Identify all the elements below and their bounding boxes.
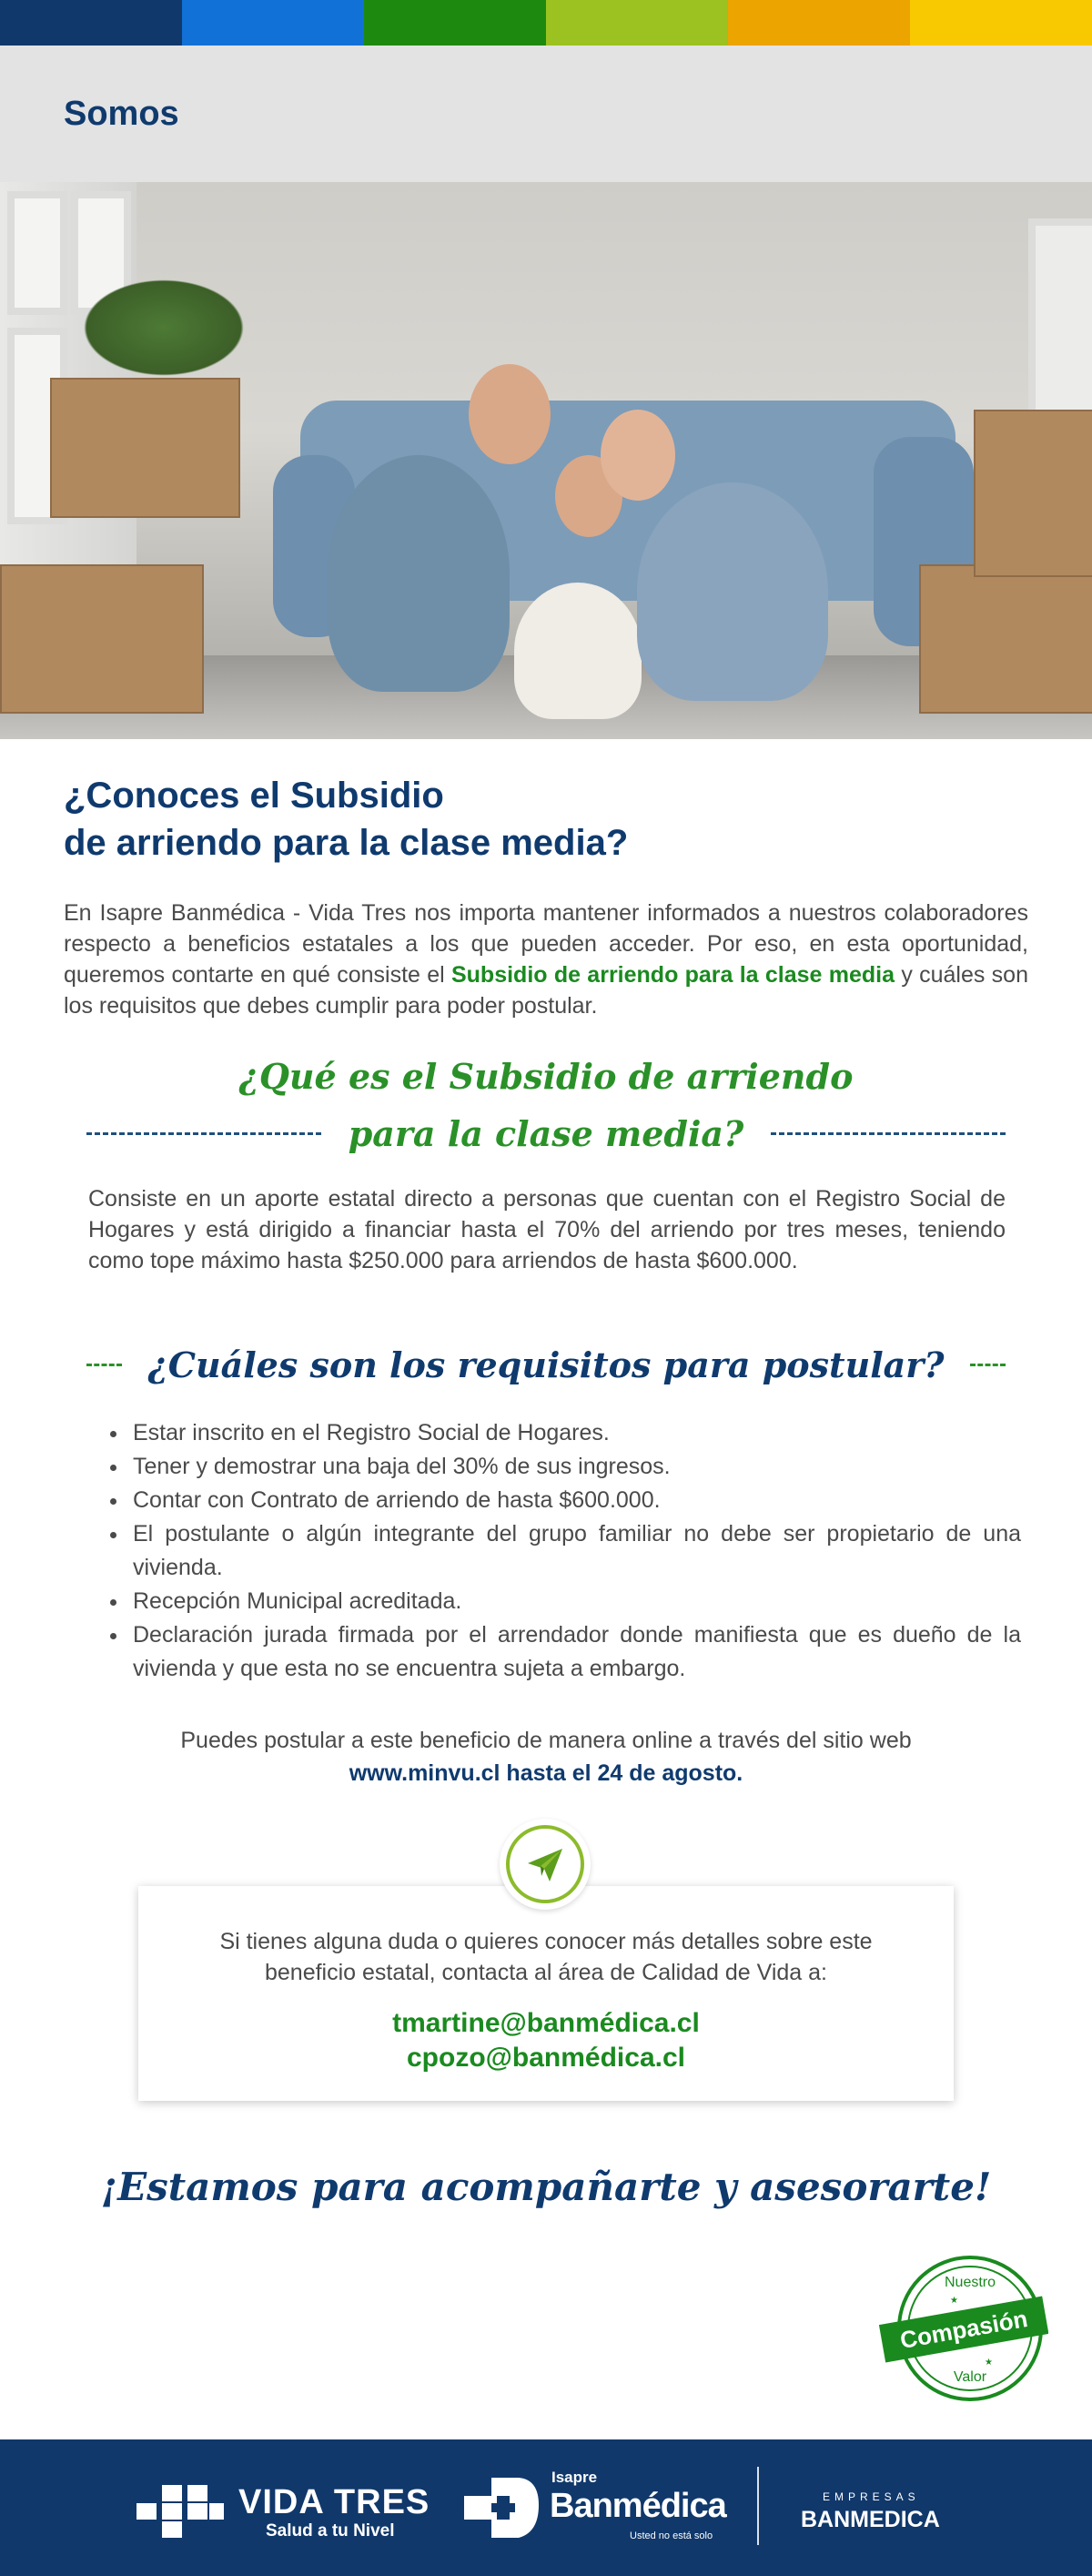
svg-text:★: ★	[950, 2296, 958, 2306]
title-line-1: ¿Conoces el Subsidio	[64, 776, 444, 816]
title-line-2: de arriendo para la clase media?	[64, 823, 629, 863]
section1-body: Consiste en un aporte estatal directo a personas que cuentan con el Registro Social de Hogares y está dirigido a financiar hasta el 70% del arriendo por tres meses, teniendo como tope máximo hasta $250.000 para arriendos de hasta $600.000.	[88, 1186, 1006, 1273]
seal-top-text: Nuestro	[944, 2275, 996, 2290]
slogan: ¡Estamos para acompañarte y asesorarte!	[100, 2165, 992, 2209]
intro-highlight: Subsidio de arriendo para la clase media	[450, 962, 895, 988]
contact-text: Si tienes alguna duda o quieres conocer más detalles sobre este beneficio estatal, contacta al área de Calidad de Vida a:	[219, 1929, 873, 1985]
section1-heading-line1: ¿Qué es el Subsidio de arriendo	[238, 1056, 854, 1097]
cardboard-box	[50, 378, 240, 518]
vidatres-logo-icon	[136, 2485, 224, 2538]
stripe-orange	[728, 0, 910, 46]
empresas-label: EMPRESAS	[823, 2490, 920, 2503]
dashed-divider	[86, 1364, 122, 1366]
email-link-1[interactable]: tmartine@banmédica.cl	[392, 2008, 700, 2038]
contact-card	[138, 1886, 954, 2101]
page-title	[64, 772, 883, 867]
seal-center-text: Compasión	[897, 2304, 1030, 2355]
apply-link[interactable]: www.minvu.cl hasta el 24 de agosto.	[349, 1760, 743, 1786]
stripe-green	[364, 0, 546, 46]
seal-bottom-text: Valor	[953, 2369, 987, 2385]
header-band	[0, 46, 1092, 182]
section1-heading-line2: para la clase media?	[348, 1112, 744, 1154]
paper-plane-icon	[500, 1819, 591, 1910]
intro-paragraph: En Isapre Banmédica - Vida Tres nos importa mantener informados a nuestros colaboradores respecto a beneficios estatales a los que pueden acceder. Por eso, en esta oportunidad, queremos contarte en qué consiste el Subsidio de arriendo para la clase media y cuáles son los requisitos que debes cumplir para poder postular.	[64, 900, 1028, 1019]
svg-text:★: ★	[985, 2358, 993, 2368]
stripe-navy	[0, 0, 182, 46]
stripe-yellow	[910, 0, 1092, 46]
list-item: • Recepción Municipal acreditada.	[129, 1585, 1021, 1618]
hero-photo	[0, 182, 1092, 739]
list-item: • Declaración jurada firmada por el arrendador donde manifiesta que es dueño de la vivienda y que esta no se encuentra sujeta a embargo.	[129, 1618, 1021, 1686]
plant	[73, 273, 255, 382]
empresas-banmedica-name: BANMEDICA	[801, 2507, 940, 2532]
color-stripe	[0, 0, 1092, 46]
dashed-divider	[970, 1364, 1006, 1366]
header-title: Somos	[64, 95, 179, 133]
banmedica-name: Banmédica	[550, 2487, 726, 2525]
list-item: • Contar con Contrato de arriendo de hasta $600.000.	[129, 1484, 1021, 1517]
vidatres-tagline: Salud a tu Nivel	[266, 2521, 395, 2541]
banmedica-tagline: Usted no está solo	[630, 2530, 713, 2541]
stripe-lime	[546, 0, 728, 46]
section2-heading: ¿Cuáles son los requisitos para postular?	[147, 1344, 945, 1385]
list-item: • Estar inscrito en el Registro Social de Hogares.	[129, 1416, 1021, 1450]
email-link-2[interactable]: cpozo@banmédica.cl	[407, 2043, 685, 2073]
list-item: • Tener y demostrar una baja del 30% de sus ingresos.	[129, 1450, 1021, 1484]
banmedica-isapre: Isapre	[551, 2469, 598, 2486]
list-item: • El postulante o algún integrante del grupo familiar no debe ser propietario de una vivienda.	[129, 1517, 1021, 1585]
banmedica-logo-icon	[455, 2469, 542, 2547]
apply-text: Puedes postular a este beneficio de manera online a través del sitio web www.minvu.cl hasta el 24 de agosto.	[0, 1724, 1092, 1790]
requirements-list	[91, 1416, 1021, 1686]
vidatres-name: VIDA TRES	[238, 2483, 430, 2521]
footer	[0, 2439, 1092, 2576]
dashed-divider	[86, 1132, 321, 1135]
compasion-seal	[879, 2245, 1048, 2414]
stripe-blue	[182, 0, 364, 46]
section2-heading-row	[86, 1340, 1006, 1389]
section1-heading-row	[86, 1112, 1006, 1154]
dashed-divider	[771, 1132, 1006, 1135]
footer-divider	[757, 2467, 759, 2545]
